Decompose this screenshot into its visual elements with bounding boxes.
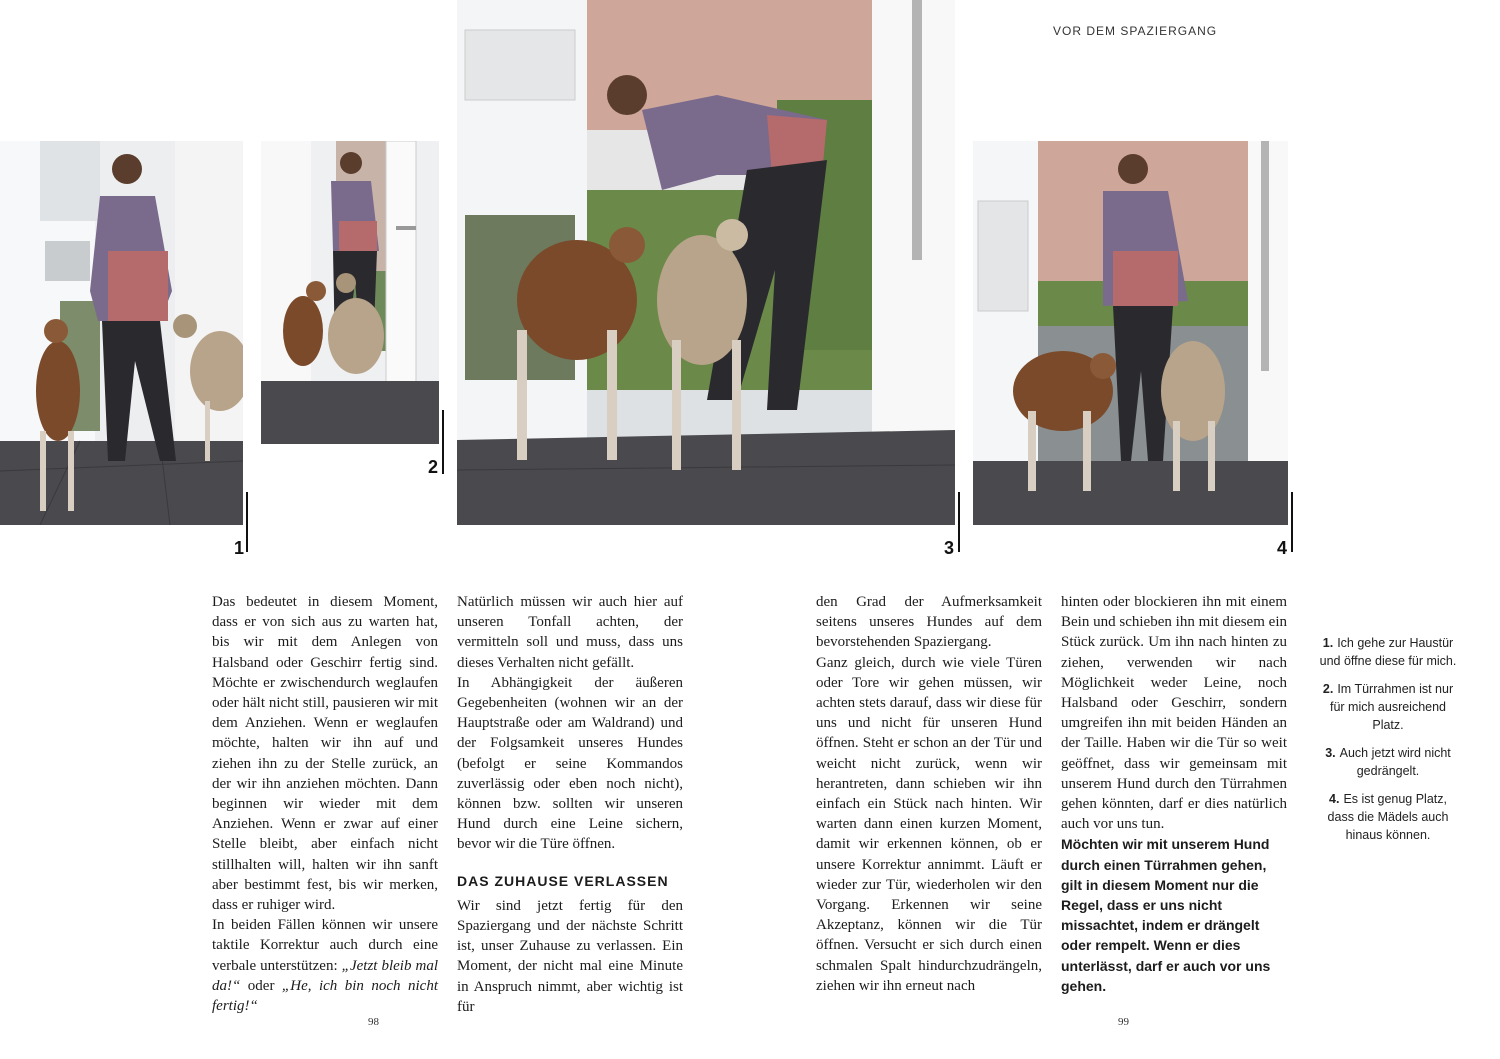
page-number-left: 98 <box>368 1016 379 1028</box>
photo-1 <box>0 141 243 525</box>
photo-2 <box>261 141 439 444</box>
paragraph-text: In beiden Fällen können wir unsere taktile Korrektur auch durch eine verbale unterstützen: <box>212 917 438 974</box>
text-column-3 <box>816 592 1042 996</box>
paragraph: hinten oder blockieren ihn mit einem Bein und schieben ihn mit diesem ein Stück zurück. Um ihn nach hinten zu ziehen, verwenden wir nach Möglichkeit weder Leine, noch Halsband oder Geschirr, sondern umgreifen ihn mit beiden Händen an der Taille. Haben wir die Tür so weit geöffnet, dass wir gemeinsam mit unserem Hund durch den Türrahmen gehen könnten, darf er dies natürlich auch vor uns tun. <box>1061 594 1287 833</box>
photo-4-number: 4 <box>1277 538 1288 558</box>
quote: „Jetzt bleib mal da!“ <box>212 957 438 994</box>
paragraph: Wir sind jetzt fertig für den Spaziergang und der nächste Schritt ist, unser Zuhause zu verlassen. Ein Moment, der nicht mal eine Minute in Anspruch nimmt, aber wichtig ist für <box>457 897 683 1015</box>
paragraph: Ganz gleich, durch wie viele Türen oder Tore wir gehen müssen, wir achten stets darauf, dass wir diese für uns und nicht für unseren Hund öffnen. Steht er schon an der Tür und weicht nicht zurück, wenn wir herantreten, dann schieben wir ihn einfach ein Stück nach hinten. Wir warten dann einen kurzen Moment, damit wir erkennen können, ob er unsere Korrektur annimmt. Läuft er wieder zur Tür, wiederholen wir den Vorgang. Erkennen wir seine Akzeptanz, können wir die Tür öffnen. Versucht er sich durch einen schmalen Spalt hindurchzudrängeln, ziehen wir ihn erneut nach <box>816 654 1042 994</box>
subheading: DAS ZUHAUSE VERLASSEN <box>457 872 669 889</box>
caption-2: 2. Im Türrahmen ist nur für mich ausreichend Platz. <box>1322 682 1454 732</box>
bold-paragraph: Möchten wir mit unserem Hund durch einen Türrahmen gehen, gilt in diesem Moment nur die Regel, dass er uns nicht missachtet, indem er drängelt oder rempelt. Wenn er dies unterlässt, darf er auch vor uns gehen. <box>1061 836 1271 994</box>
paragraph: Natürlich müssen wir auch hier auf unseren Tonfall achten, der vermitteln soll und muss, dass uns dieses Verhalten nicht gefällt. <box>457 594 683 671</box>
photo-2-number: 2 <box>428 457 439 477</box>
text-column-1 <box>212 592 438 1016</box>
quote: „He, ich bin noch nicht fertig!“ <box>212 977 438 1015</box>
photo-captions <box>1318 634 1458 854</box>
photo-4 <box>973 141 1288 525</box>
text-column-2 <box>457 592 683 1017</box>
paragraph-text: oder <box>240 977 282 994</box>
caption-3: 3. Auch jetzt wird nicht gedrängelt. <box>1325 746 1451 778</box>
photo-4-rule <box>1291 492 1293 552</box>
page-number-right: 99 <box>1118 1016 1129 1028</box>
caption-1: 1. Ich gehe zur Haustür und öffne diese für mich. <box>1319 636 1457 668</box>
photo-3 <box>457 0 955 525</box>
paragraph <box>212 915 438 1016</box>
photo-3-number: 3 <box>944 538 955 558</box>
paragraph: Das bedeutet in diesem Moment, dass er von sich aus zu warten hat, bis wir mit dem Anlegen von Halsband oder Geschirr fertig sind. Möchte er zwischendurch weglaufen oder hält nicht still, pausieren wir mit dem Anziehen. Wenn er weglaufen möchte, halten wir ihn auf und ziehen ihn zu der Stelle zurück, an der wir ihn anziehen möchten. Dann beginnen wir wieder mit dem Anziehen. Wenn er zwar auf einer Stelle bleibt, aber einfach nicht stillhalten will, halten wir ihn sanft aber bestimmt fest, bis wir merken, dass er ruhiger wird. <box>212 594 438 914</box>
paragraph: In Abhängigkeit der äußeren Gegebenheiten (wohnen wir an der Hauptstraße oder am Waldrand) und der Folgsamkeit unseres Hundes (befolgt er seine Kommandos zuverlässig oder eben noch nicht), können bzw. sollten wir unseren Hund durch eine Leine sichern, bevor wir die Türe öffnen. <box>457 674 683 853</box>
photo-1-rule <box>246 492 248 552</box>
photo-3-rule <box>958 492 960 552</box>
photo-2-rule <box>442 410 444 474</box>
section-header: VOR DEM SPAZIERGANG <box>1053 24 1218 38</box>
paragraph: den Grad der Aufmerksamkeit seitens unseres Hundes auf dem bevorstehenden Spaziergang. <box>816 594 1042 651</box>
caption-4: 4. Es ist genug Platz, dass die Mädels auch hinaus können. <box>1327 792 1449 842</box>
text-column-4 <box>1061 592 1287 996</box>
photo-1-number: 1 <box>234 538 245 558</box>
